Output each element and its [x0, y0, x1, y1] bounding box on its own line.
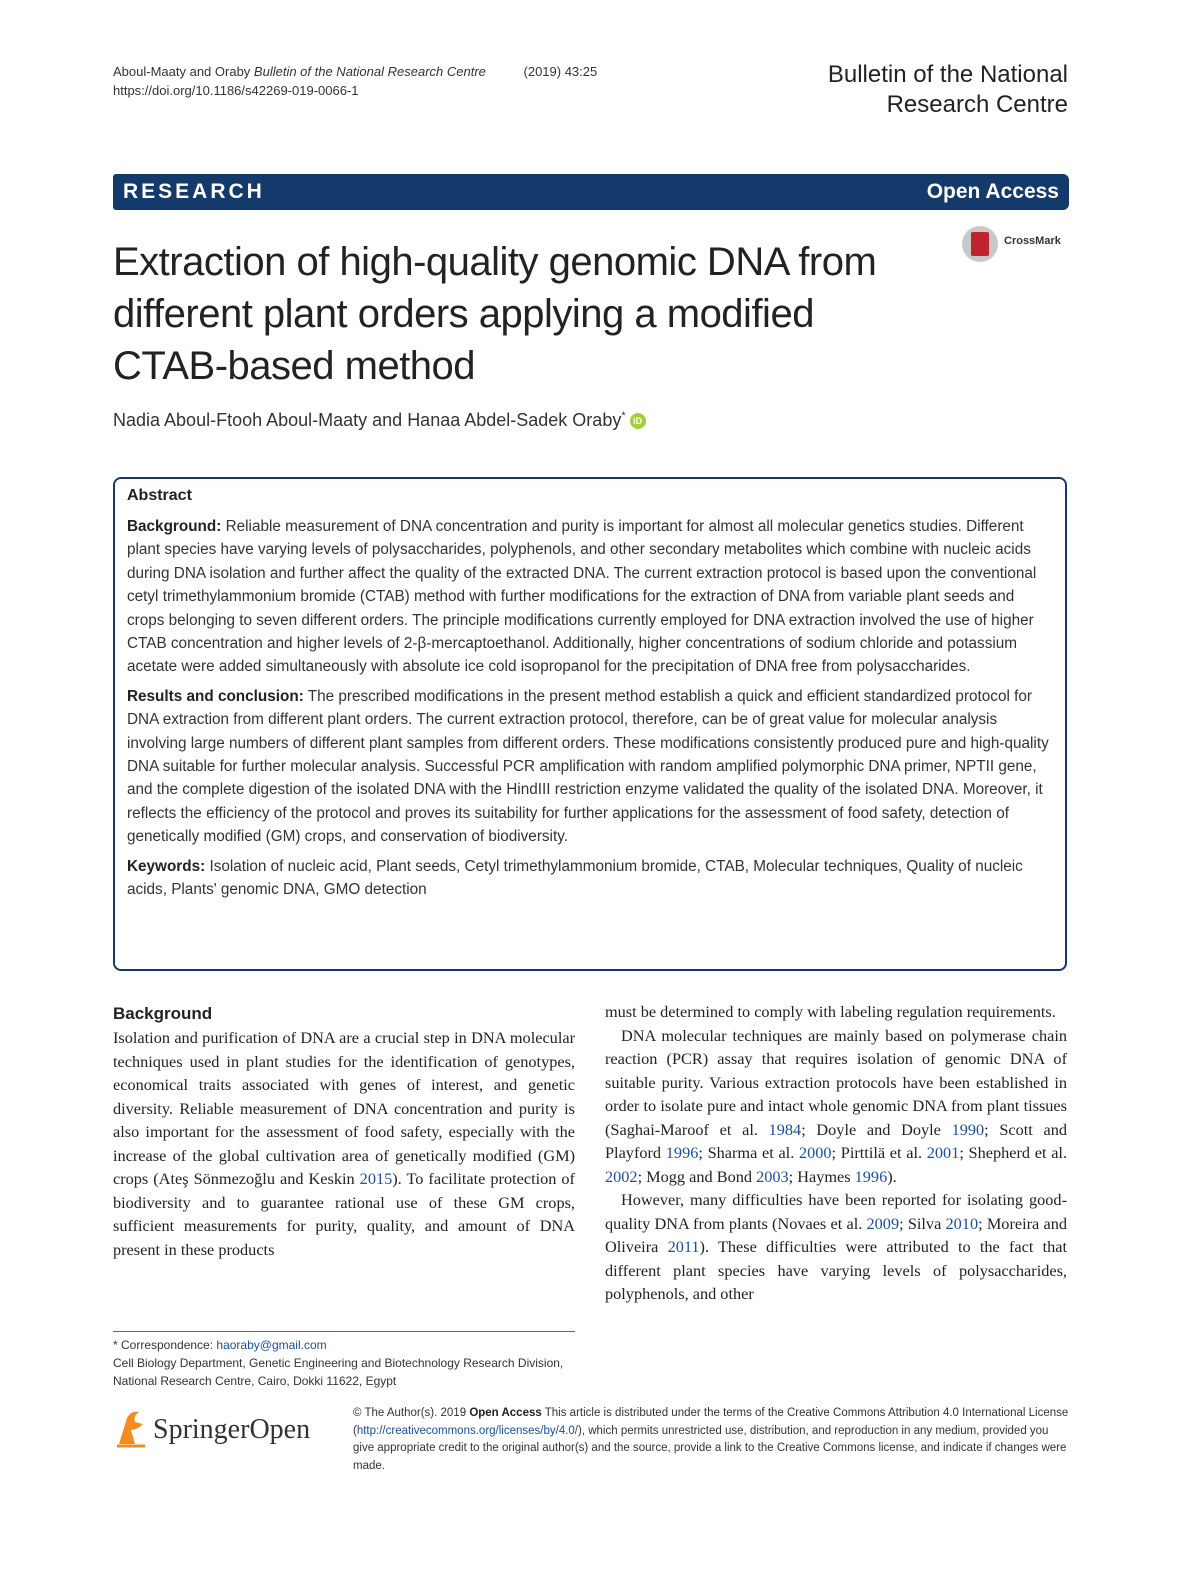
right-p1-text: ; Haymes: [788, 1166, 855, 1186]
author-list: [113, 410, 646, 431]
left-p1-text-a: Isolation and purification of DNA are a crucial step in DNA molecular techniques used in plant studies for the identification of genotypes, economical traits associated with genes of interest, and genetic diversity. Reliable measurement of DNA concentration and purity is also important for the assessment of food safety, especially with the increase of the global cultivation area of genetically modified (GM) crops (Ateş Sönmezoğlu and Keskin: [113, 1028, 575, 1188]
license-text-c: ), which permits unrestricted use, distribution, and reproduction in any medium, provided you give appropriate credit to the original author(s) and the source, provide a link to the Creative Commons license, and indicate if changes were made.: [353, 1424, 1067, 1472]
abstract-results: [127, 685, 1053, 849]
journal-name-line2: Research Centre: [886, 91, 1068, 118]
right-p2-text: ; Silva: [899, 1213, 946, 1233]
left-p1-text-b: ). To facilitate protection of biodiversity and to guarantee rational use of these GM crops, sufficient measurements for purity, quality, and amount of DNA present in these products: [113, 1169, 575, 1259]
right-paragraph-2: [605, 1188, 1067, 1306]
header-authors: Aboul-Maaty and Oraby: [113, 64, 251, 79]
header-year-volume: (2019) 43:25: [523, 64, 598, 79]
right-p2-text: However, many difficulties have been reported for isolating good-quality DNA from plants (Novaes et al.: [605, 1190, 1067, 1233]
right-p1-text: ; Sharma et al.: [698, 1143, 799, 1162]
right-p1-text: DNA molecular techniques are mainly based on polymerase chain reaction (PCR) assay that requires isolation of genomic DNA of suitable purity. Various extraction protocols have been established in order to isolate pure and intact whole genomic DNA from plant tissues (Saghai-Maroof et al.: [605, 1025, 1067, 1139]
right-p1-text: ).: [887, 1166, 897, 1186]
correspondence-label: * Correspondence:: [113, 1338, 217, 1352]
correspondence-footnote: [113, 1336, 575, 1390]
citation-link[interactable]: 2002: [605, 1166, 638, 1186]
right-p1-text: ; Doyle and Doyle: [801, 1119, 952, 1139]
springer-horse-icon: [113, 1408, 149, 1448]
abstract-background-text: Reliable measurement of DNA concentration and purity is important for almost all molecular genetics studies. Different plant species have varying levels of polysaccharides, polyphenols, and other secondary metabolites which combine with nucleic acids during DNA isolation and further affect the quality of the extracted DNA. The current extraction protocol is based upon the conventional cetyl trimethylammonium bromide (CTAB) method with further modifications for the extraction of DNA from variable plant seeds and crops belonging to seven different orders. The principle modifications currently employed for DNA extraction involved the use of higher CTAB concentration and higher levels of 2-β-mercaptoethanol. Additionally, higher concentrations of sodium chloride and potassium acetate were added simultaneously with absolute ice cold isopropanol for the precipitation of DNA free from polysaccharides.: [127, 518, 1037, 676]
citation-link[interactable]: 2003: [756, 1166, 789, 1186]
footnote-divider: [113, 1331, 575, 1332]
citation-link[interactable]: 2015: [359, 1169, 393, 1188]
crossmark-bookmark-icon: [971, 232, 989, 256]
license-open-access: Open Access: [469, 1407, 542, 1419]
correspondence-email[interactable]: haoraby@gmail.com: [216, 1338, 327, 1352]
author-affiliation: Cell Biology Department, Genetic Engineering and Biotechnology Research Division, National Research Centre, Cairo, Dokki 11622, Egypt: [113, 1356, 564, 1388]
abstract-keywords: [127, 855, 1053, 902]
abstract-heading: Abstract: [127, 487, 192, 504]
article-title: Extraction of high-quality genomic DNA from different plant orders applying a modified CTAB-based method: [113, 240, 877, 388]
publisher-name: [153, 1414, 310, 1446]
body-right-column: [605, 1000, 1067, 1306]
citation-link[interactable]: 1990: [951, 1119, 985, 1139]
open-access-label: Open Access: [926, 180, 1059, 203]
crossmark-label: CrossMark: [1004, 235, 1061, 247]
citation-link[interactable]: 2011: [667, 1237, 700, 1256]
corresponding-mark: *: [621, 410, 626, 422]
right-p2-text: ). These difficulties were attributed to the fact that different plant species have varying levels of polysaccharides, polyphenols, and other: [605, 1237, 1068, 1303]
citation-link[interactable]: 2000: [798, 1143, 832, 1162]
running-header: [113, 62, 597, 100]
abstract-results-label: Results and conclusion:: [127, 687, 304, 705]
right-paragraph-0: must be determined to comply with labeling regulation requirements.: [605, 1002, 1056, 1021]
citation-link[interactable]: 2010: [945, 1213, 979, 1233]
publisher-name-b: Open: [249, 1414, 311, 1445]
author-names: Nadia Aboul-Ftooh Aboul-Maaty and Hanaa Abdel-Sadek Oraby: [113, 410, 622, 430]
crossmark-badge[interactable]: [962, 224, 1072, 264]
header-journal: Bulletin of the National Research Centre: [253, 64, 486, 79]
publisher-name-a: Springer: [153, 1414, 250, 1445]
right-p1-text: ; Shepherd et al.: [959, 1143, 1068, 1162]
abstract-box: [113, 477, 1067, 971]
springer-open-logo: [113, 1408, 333, 1452]
section-heading-background: Background: [113, 1004, 213, 1023]
citation-link[interactable]: 2001: [926, 1143, 960, 1162]
right-p1-text: ; Scott and Playford: [605, 1119, 1068, 1162]
abstract-background-label: Background:: [127, 518, 222, 535]
right-p2-text: ; Moreira and Oliveira: [605, 1213, 1067, 1256]
license-text-b: This article is distributed under the terms of the Creative Commons Attribution 4.0 International License (: [353, 1407, 1069, 1437]
license-link[interactable]: http://creativecommons.org/licenses/by/4.0/: [356, 1424, 578, 1437]
citation-link[interactable]: 1996: [854, 1166, 888, 1186]
right-p1-text: ; Mogg and Bond: [637, 1166, 757, 1186]
abstract-keywords-label: Keywords:: [127, 857, 206, 875]
abstract-results-text: The prescribed modifications in the present method establish a quick and efficient standardized protocol for DNA extraction from different plant orders. The current extraction protocol, therefore, can be of great value for molecular analysis involving large numbers of different plant samples from different orders. These modifications consistently produced pure and high-quality DNA suitable for further molecular analysis. Successful PCR amplification with random amplified polymorphic DNA primer, NPTII gene, and the complete digestion of the isolated DNA with the HindIII restriction enzyme validated the quality of the isolated DNA. Moreover, it reflects the efficiency of the protocol and proves its suitability for further applications for the assessment of food safety, detection of genetically modified (GM) crops, and conservation of biodiversity.: [127, 687, 1049, 846]
right-paragraph-1: [605, 1024, 1067, 1189]
article-type: RESEARCH: [123, 180, 265, 203]
license-statement: [353, 1405, 1069, 1475]
license-text-a: © The Author(s). 2019: [353, 1407, 470, 1419]
abstract-background: [127, 515, 1053, 679]
citation-link[interactable]: 1984: [768, 1119, 802, 1139]
article-type-banner: [113, 174, 1069, 210]
journal-name-line1: Bulletin of the National: [827, 61, 1068, 88]
journal-name: [828, 60, 1068, 120]
body-left-column: [113, 1000, 575, 1261]
citation-link[interactable]: 2009: [866, 1213, 900, 1233]
orcid-icon[interactable]: iD: [630, 413, 646, 429]
left-paragraph-1: [113, 1026, 575, 1261]
right-p1-text: ; Pirttilä et al.: [831, 1143, 927, 1162]
header-doi[interactable]: https://doi.org/10.1186/s42269-019-0066-1: [113, 83, 359, 98]
citation-link[interactable]: 1996: [665, 1143, 699, 1162]
abstract-keywords-text: Isolation of nucleic acid, Plant seeds, Cetyl trimethylammonium bromide, CTAB, Molecular techniques, Quality of nucleic acids, Plants' genomic DNA, GMO detection: [127, 857, 1023, 899]
